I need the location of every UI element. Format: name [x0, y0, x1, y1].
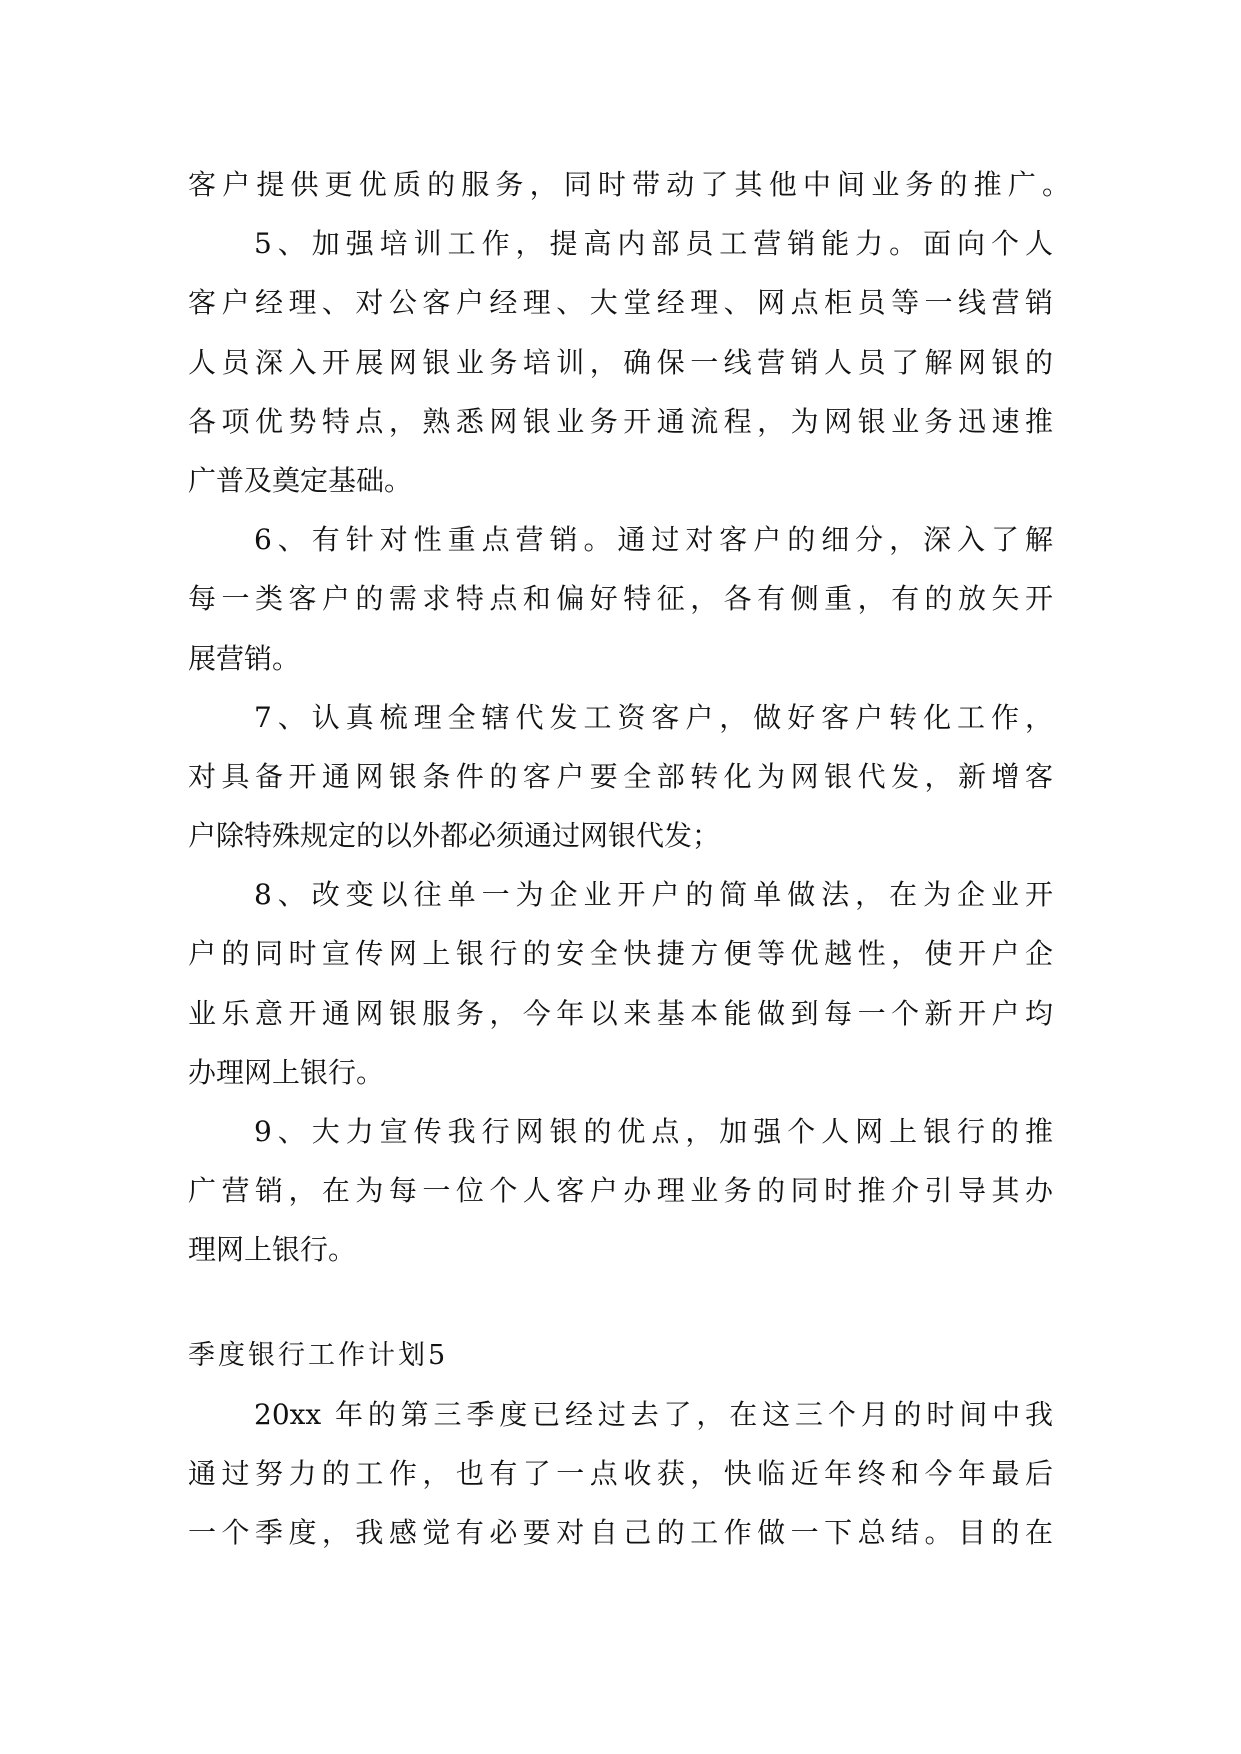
- paragraph: [188, 688, 1053, 866]
- text-line: 业乐意开通网银服务，今年以来基本能做到每一个新开户均: [188, 996, 1053, 1030]
- text-line: 6、有针对性重点营销。通过对客户的细分，深入了解: [254, 523, 1053, 557]
- text-line: 理网上银行。: [188, 1233, 357, 1267]
- text-line: 人员深入开展网银业务培训，确保一线营销人员了解网银的: [188, 345, 1053, 379]
- text-line: 客户提供更优质的服务，同时带动了其他中间业务的推广。: [188, 168, 1070, 201]
- text-line: 一个季度，我感觉有必要对自己的工作做一下总结。目的在: [188, 1516, 1053, 1550]
- text-line: 广普及奠定基础。: [188, 463, 413, 497]
- text-line: 5、加强培训工作，提高内部员工营销能力。面向个人: [254, 227, 1053, 261]
- paragraph: [188, 1102, 1053, 1280]
- paragraph: [188, 865, 1053, 1102]
- text-line: 办理网上银行。: [188, 1055, 385, 1089]
- text-line: 20xx 年的第三季度已经过去了，在这三个月的时间中我: [254, 1397, 1053, 1431]
- text-line: 每一类客户的需求特点和偏好特征，各有侧重，有的放矢开: [188, 582, 1053, 616]
- paragraph: [188, 1385, 1053, 1563]
- text-line: 7、认真梳理全辖代发工资客户，做好客户转化工作，: [254, 700, 1053, 734]
- text-line: 通过努力的工作，也有了一点收获，快临近年终和今年最后: [188, 1456, 1053, 1490]
- text-line: 户的同时宣传网上银行的安全快捷方便等优越性，使开户企: [188, 937, 1053, 971]
- section-heading: 季度银行工作计划5: [188, 1339, 449, 1371]
- text-line: 客户经理、对公客户经理、大堂经理、网点柜员等一线营销: [188, 286, 1053, 320]
- paragraph: [188, 155, 1070, 214]
- paragraph: [188, 214, 1053, 510]
- text-line: 户除特殊规定的以外都必须通过网银代发；: [188, 819, 721, 853]
- paragraph: [188, 510, 1053, 688]
- text-line: 9、大力宣传我行网银的优点，加强个人网上银行的推: [254, 1115, 1053, 1148]
- text-line: 各项优势特点，熟悉网银业务开通流程，为网银业务迅速推: [188, 404, 1053, 438]
- text-line: 展营销。: [188, 641, 301, 675]
- text-line: 广营销，在为每一位个人客户办理业务的同时推介引导其办: [188, 1174, 1053, 1208]
- text-line: 对具备开通网银条件的客户要全部转化为网银代发，新增客: [188, 759, 1053, 793]
- text-line: 8、改变以往单一为企业开户的简单做法，在为企业开: [254, 878, 1053, 912]
